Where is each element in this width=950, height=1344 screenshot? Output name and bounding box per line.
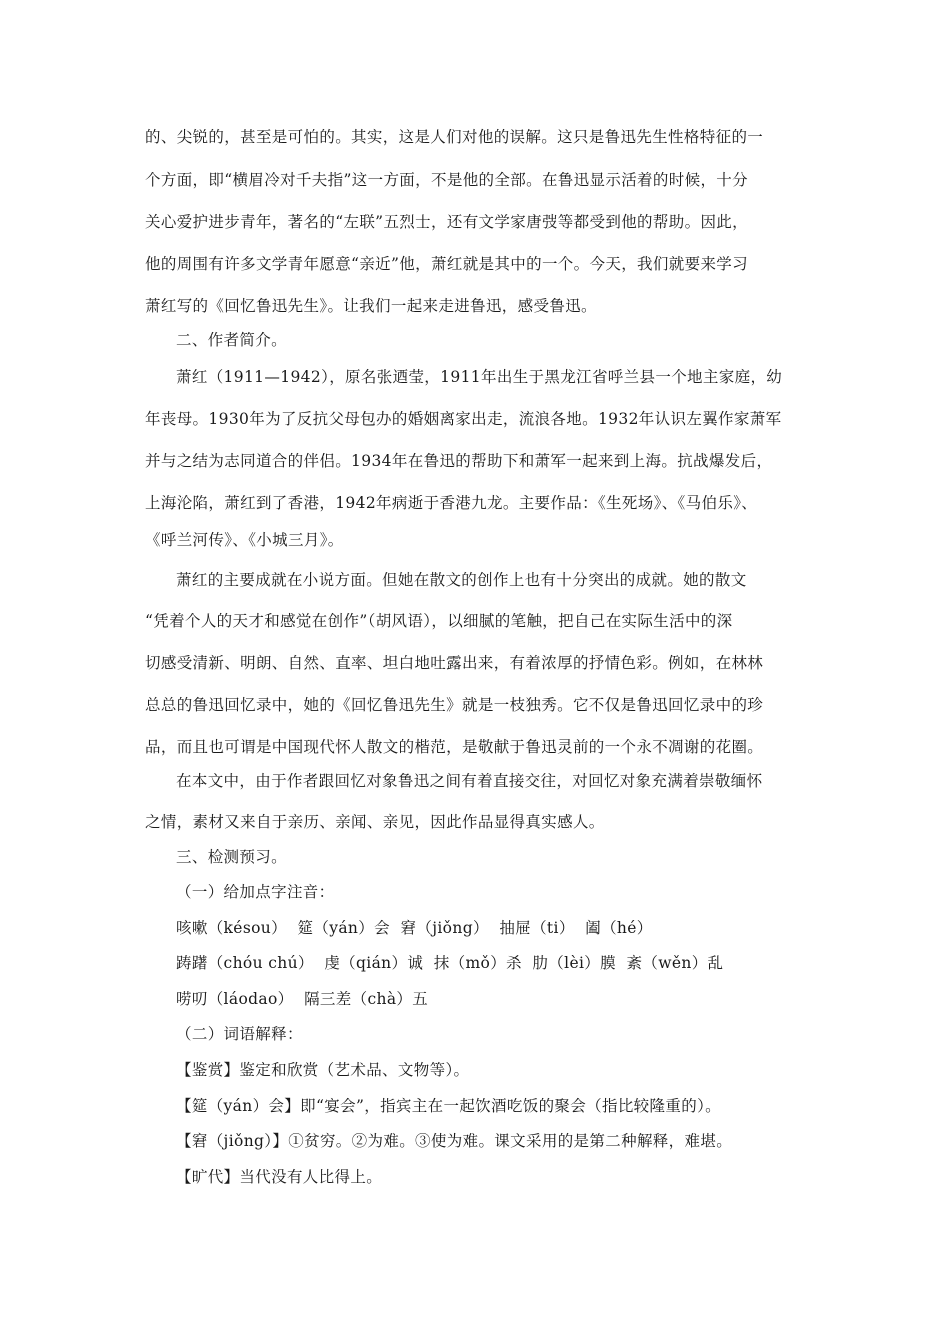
achievement-line-5: 品，而且也可谓是中国现代怀人散文的楷范，是敬献于鲁迅灵前的一个永不凋谢的花圈。 — [145, 738, 764, 756]
definition-2: 【筵（yán）会】即“宴会”，指宾主在一起饮酒吃饭的聚会（指比较隆重的）。 — [176, 1097, 722, 1115]
pinyin-row-3: 唠叨（láodao） 隔三差（chà）五 — [176, 990, 429, 1008]
author-line-2: 年丧母。1930年为了反抗父母包办的婚姻离家出走，流浪各地。1932年认识左翼作家萧军 — [145, 410, 782, 428]
intro-line-2: 个方面，即“横眉冷对千夫指”这一方面，不是他的全部。在鲁迅显示活着的时候，十分 — [145, 171, 749, 189]
sub2-heading: （二）词语解释： — [176, 1025, 303, 1043]
intro-line-3: 关心爱护进步青年，著名的“左联”五烈士，还有文学家唐弢等都受到他的帮助。因此， — [145, 213, 749, 231]
intro-line-4: 他的周围有许多文学青年愿意“亲近”他，萧红就是其中的一个。今天，我们就要来学习 — [145, 255, 749, 273]
pinyin-row-2: 踌躇（chóu chú） 虔（qián）诚 抹（mǒ）杀 肋（lèi）膜 紊（wěn）乱 — [176, 954, 724, 972]
achievement-line-1: 萧红的主要成就在小说方面。但她在散文的创作上也有十分突出的成就。她的散文 — [176, 571, 747, 589]
context-line-1: 在本文中，由于作者跟回忆对象鲁迅之间有着直接交往，对回忆对象充满着崇敬缅怀 — [176, 772, 763, 790]
author-line-3: 并与之结为志同道合的伴侣。1934年在鲁迅的帮助下和萧军一起来到上海。抗战爆发后， — [145, 452, 773, 470]
definition-4: 【旷代】当代没有人比得上。 — [176, 1168, 383, 1186]
achievement-line-4: 总总的鲁迅回忆录中，她的《回忆鲁迅先生》就是一枝独秀。它不仅是鲁迅回忆录中的珍 — [145, 696, 764, 714]
author-line-1: 萧红（1911—1942），原名张迺莹，1911年出生于黑龙江省呼兰县一个地主家庭，幼 — [176, 368, 783, 386]
intro-line-5: 萧红写的《回忆鲁迅先生》。让我们一起来走进鲁迅，感受鲁迅。 — [145, 297, 597, 315]
section2-heading: 二、作者简介。 — [176, 331, 287, 349]
sub1-heading: （一）给加点字注音： — [176, 883, 335, 901]
author-line-4: 上海沦陷，萧红到了香港，1942年病逝于香港九龙。主要作品：《生死场》、《马伯乐》、 — [145, 494, 758, 512]
context-line-2: 之情，素材又来自于亲历、亲闻、亲见，因此作品显得真实感人。 — [145, 813, 605, 831]
achievement-line-3: 切感受清新、明朗、自然、直率、坦白地吐露出来，有着浓厚的抒情色彩。例如，在林林 — [145, 654, 764, 672]
section3-heading: 三、检测预习。 — [176, 848, 287, 866]
definition-3: 【窘（jiǒng）】①贫穷。②为难。③使为难。课文采用的是第二种解释，难堪。 — [176, 1132, 733, 1150]
pinyin-row-1: 咳嗽（késou） 筵（yán）会 窘（jiǒng） 抽屉（ti） 阖（hé） — [176, 919, 653, 937]
definition-1: 【鉴赏】鉴定和欣赏（艺术品、文物等）。 — [176, 1061, 470, 1079]
intro-line-1: 的、尖锐的，甚至是可怕的。其实，这是人们对他的误解。这只是鲁迅先生性格特征的一 — [145, 128, 764, 146]
author-line-5: 《呼兰河传》、《小城三月》。 — [145, 531, 344, 549]
achievement-line-2: “凭着个人的天才和感觉在创作”（胡风语），以细腻的笔触，把自己在实际生活中的深 — [145, 612, 733, 630]
